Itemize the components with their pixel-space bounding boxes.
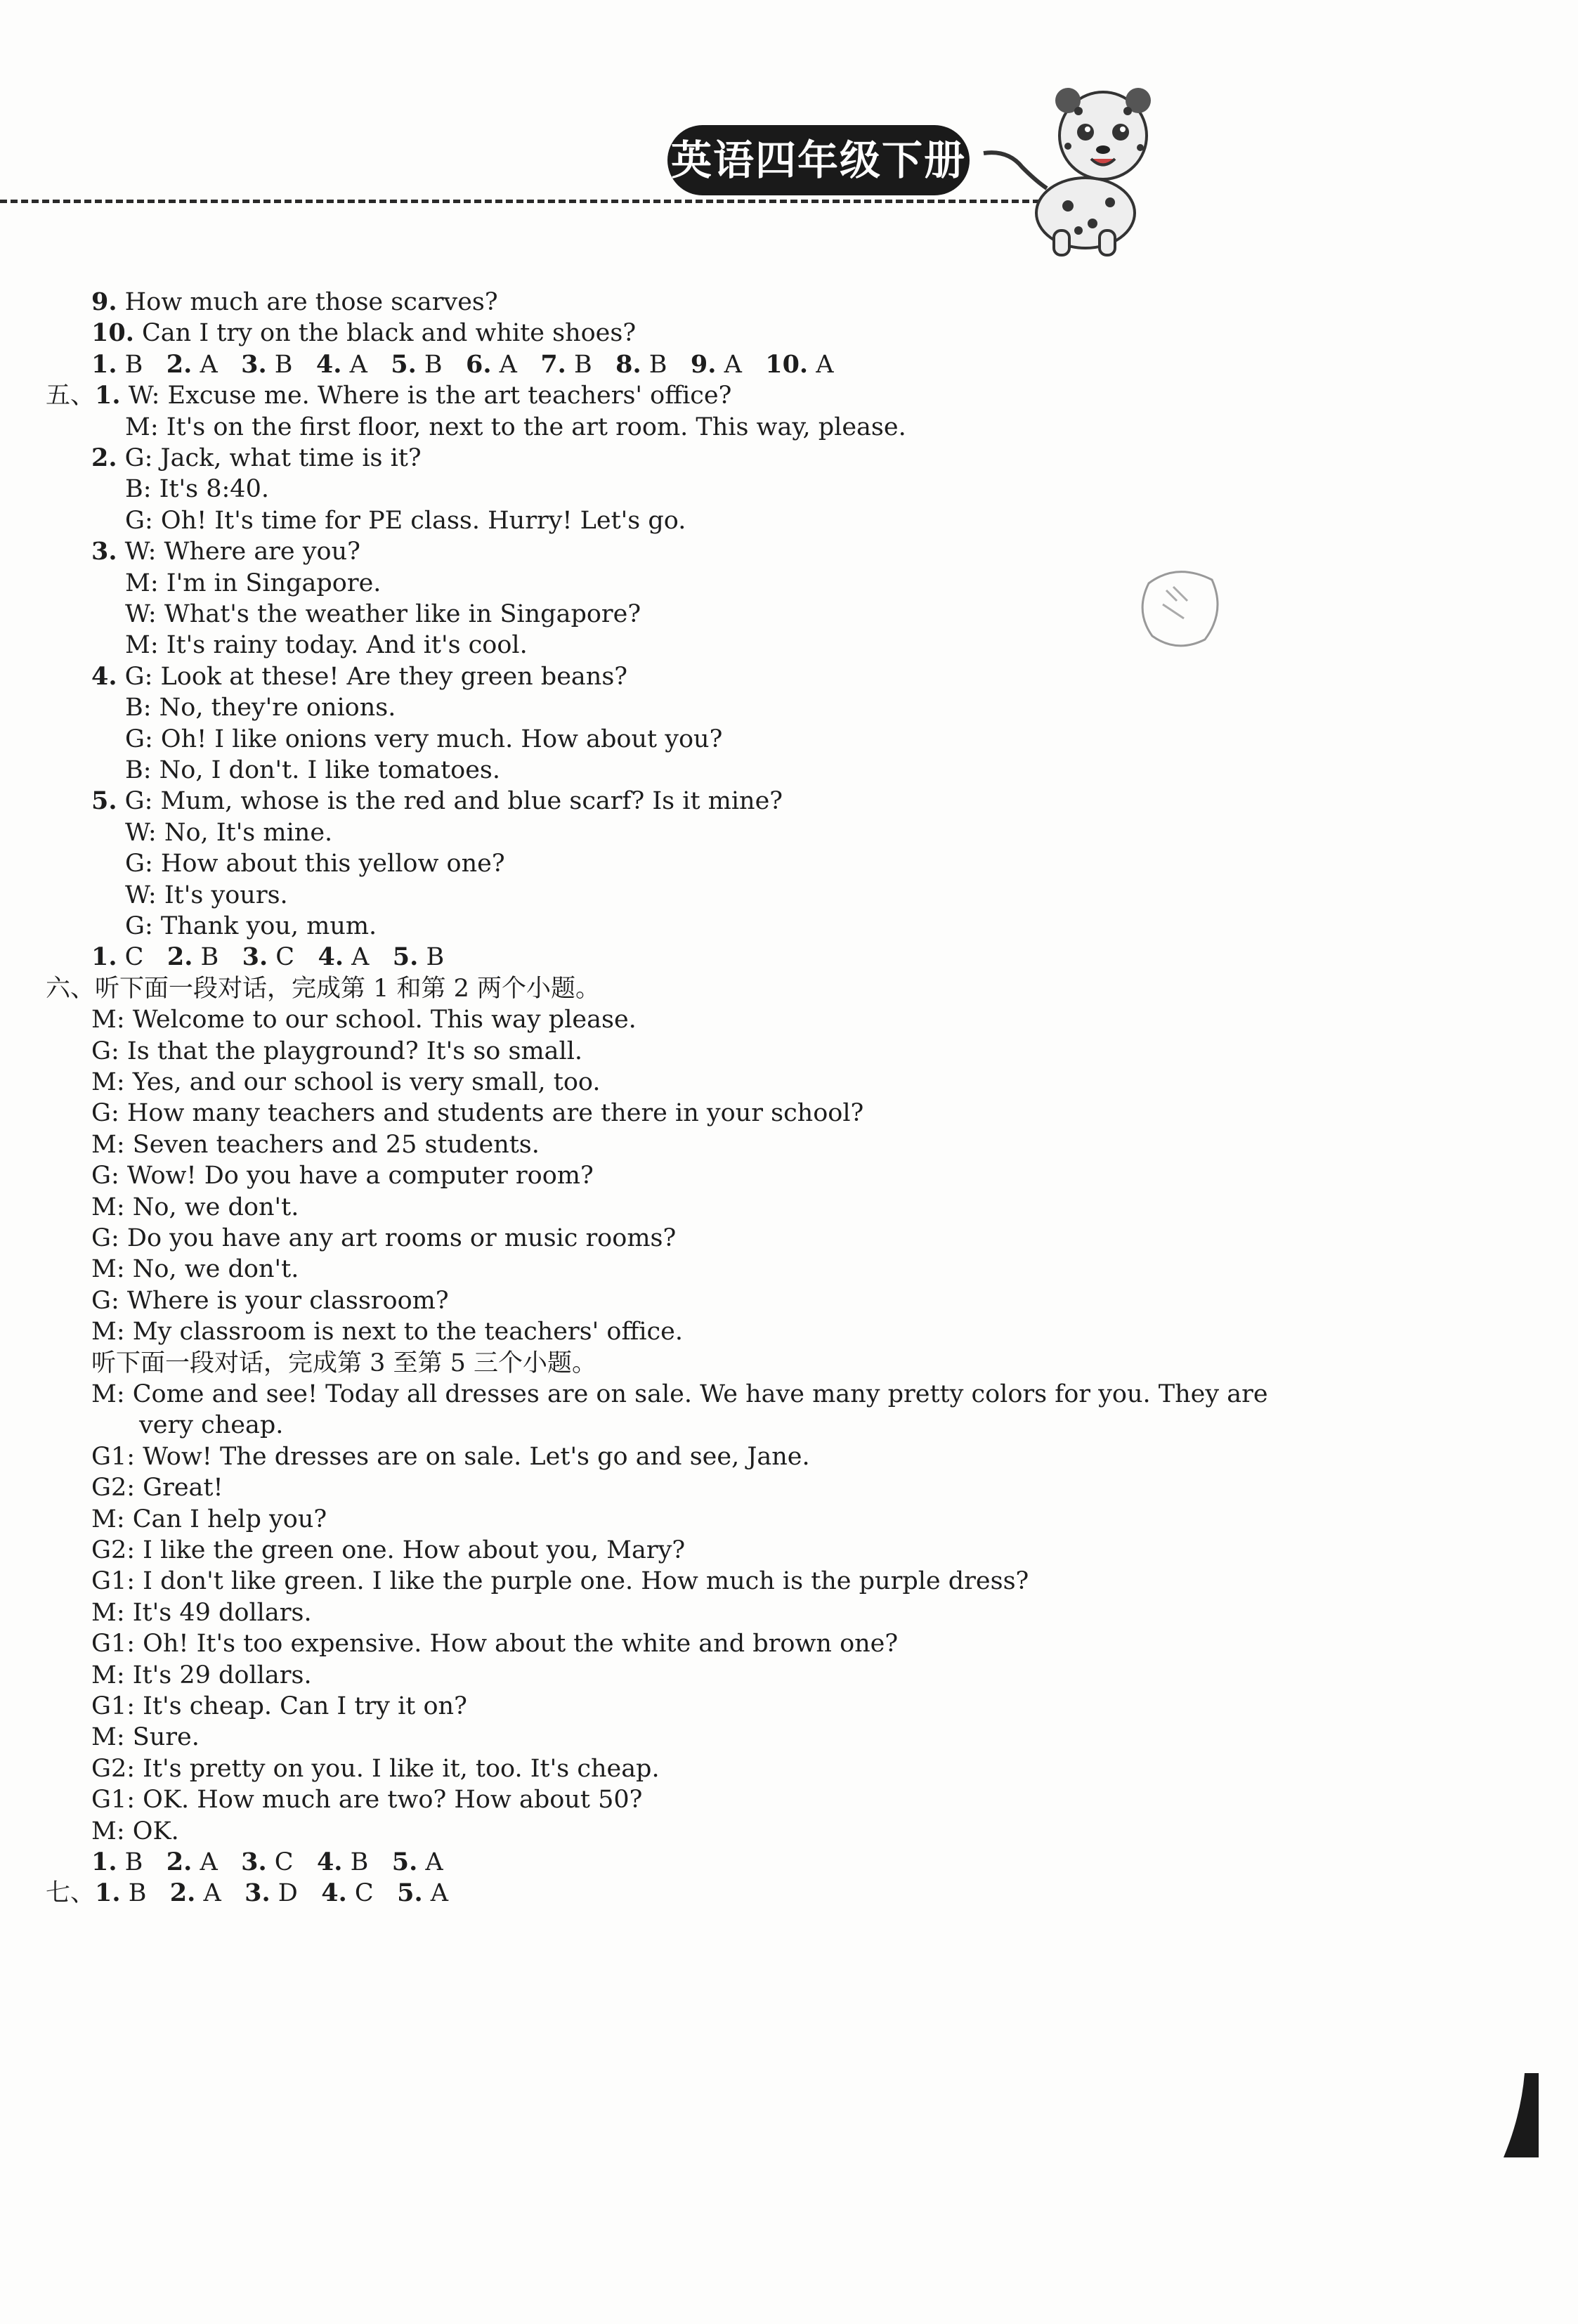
text-line: G: Do you have any art rooms or music rooms? [91,1224,677,1252]
text-line: M: It's rainy today. And it's cool. [125,631,528,660]
text-line: G1: It's cheap. Can I try it on? [91,1692,467,1720]
text-line: G1: OK. How much are two? How about 50? [91,1786,643,1815]
text-line: G: Where is your classroom? [91,1286,449,1315]
text-line: M: It's 49 dollars. [91,1598,312,1627]
text-line: M: No, we don't. [91,1193,299,1221]
text-line: M: I'm in Singapore. [125,569,382,597]
text-line: 1. C 2. B 3. C 4. A 5. B [91,942,445,972]
text-line: 4. G: Look at these! Are they green beans? [91,661,628,691]
text-line: M: Sure. [91,1723,200,1752]
text-line: M: Come and see! Today all dresses are on sale. We have many pretty colors for you. They are [91,1380,1268,1408]
text-line: M: Can I help you? [91,1505,327,1533]
text-line: G: Oh! It's time for PE class. Hurry! Let's go. [125,506,686,535]
text-line: M: No, we don't. [91,1255,299,1284]
text-line: G1: I don't like green. I like the purple one. How much is the purple dress? [91,1567,1029,1596]
page-edge-shadow [1504,2073,1539,2157]
text-line: W: No, It's mine. [125,818,333,847]
text-line: G: Oh! I like onions very much. How about you? [125,725,723,753]
text-line: M: My classroom is next to the teachers' office. [91,1318,683,1346]
text-line: 七、1. B 2. A 3. D 4. C 5. A [46,1878,449,1908]
text-line: G2: I like the green one. How about you, Mary? [91,1536,686,1564]
text-line: 3. W: Where are you? [91,537,360,566]
text-line: G: How many teachers and students are there in your school? [91,1099,864,1128]
text-line: M: OK. [91,1817,179,1845]
text-line: 2. G: Jack, what time is it? [91,443,422,472]
text-line: G2: Great! [91,1474,223,1502]
text-line: B: It's 8:40. [125,475,269,504]
text-line: 1. B 2. A 3. B 4. A 5. B 6. A 7. B 8. B 9. A 10. A [91,349,834,379]
text-line: 9. How much are those scarves? [91,287,498,316]
text-line: M: It's 29 dollars. [91,1661,312,1689]
text-line: M: Welcome to our school. This way please. [91,1006,637,1034]
text-line: W: It's yours. [125,881,288,909]
text-line: 听下面一段对话，完成第 3 至第 5 三个小题。 [91,1349,597,1377]
text-line: G1: Oh! It's too expensive. How about the white and brown one? [91,1630,899,1658]
text-line: 1. B 2. A 3. C 4. B 5. A [91,1848,443,1876]
text-line: W: What's the weather like in Singapore? [125,600,641,628]
text-line: B: No, I don't. I like tomatoes. [125,756,501,784]
text-line: M: Yes, and our school is very small, too. [91,1068,601,1096]
text-line: 六、听下面一段对话，完成第 1 和第 2 两个小题。 [46,974,601,1003]
text-line: M: Seven teachers and 25 students. [91,1130,540,1159]
homework-stamp-icon [1135,562,1226,654]
header-dashed-rule [0,200,1040,203]
leopard-mascot-icon [980,83,1184,259]
text-line: G: Is that the playground? It's so small. [91,1037,583,1065]
text-line: G: How about this yellow one? [125,850,505,878]
page-title: 英语四年级下册 [667,125,970,195]
text-line: G: Thank you, mum. [125,912,377,940]
text-line: G: Wow! Do you have a computer room? [91,1162,594,1190]
text-line: 5. G: Mum, whose is the red and blue scarf? Is it mine? [91,786,783,816]
text-line: G1: Wow! The dresses are on sale. Let's go and see, Jane. [91,1442,810,1471]
text-line: M: It's on the first floor, next to the art room. This way, please. [125,413,906,441]
text-line: 10. Can I try on the black and white shoes? [91,318,637,348]
text-line: very cheap. [139,1411,284,1440]
text-line: 五、1. W: Excuse me. Where is the art teachers' office? [46,381,732,410]
text-line: B: No, they're onions. [125,694,396,722]
text-line: G2: It's pretty on you. I like it, too. It's cheap. [91,1754,660,1783]
